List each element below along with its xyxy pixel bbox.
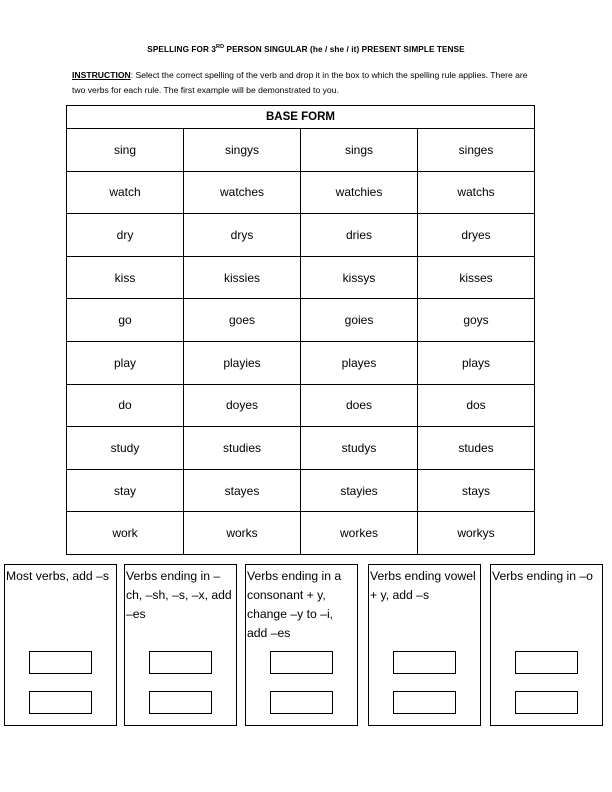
rule-box	[490, 564, 603, 726]
verb-option-cell[interactable]: studies	[184, 427, 301, 470]
base-verb-cell: sing	[67, 129, 184, 172]
drop-target-box[interactable]	[149, 651, 212, 674]
verb-option-cell[interactable]: stays	[418, 469, 535, 512]
verb-option-cell[interactable]: workes	[301, 512, 418, 555]
verb-option-cell[interactable]: drys	[184, 214, 301, 257]
verb-option-cell[interactable]: playies	[184, 341, 301, 384]
verb-option-cell[interactable]: studes	[418, 427, 535, 470]
table-row	[67, 469, 535, 512]
verb-option-cell[interactable]: stayies	[301, 469, 418, 512]
verb-option-cell[interactable]: dryes	[418, 214, 535, 257]
base-verb-cell: kiss	[67, 256, 184, 299]
rule-text: Verbs ending in –o	[492, 569, 593, 583]
table-row	[67, 427, 535, 470]
verb-option-cell[interactable]: kissys	[301, 256, 418, 299]
verb-option-cell[interactable]: watches	[184, 171, 301, 214]
drop-target-box[interactable]	[270, 691, 333, 714]
base-verb-cell: watch	[67, 171, 184, 214]
base-verb-cell: do	[67, 384, 184, 427]
table-row	[67, 171, 535, 214]
table-row	[67, 129, 535, 172]
verb-option-cell[interactable]: singes	[418, 129, 535, 172]
table-row	[67, 256, 535, 299]
rule-box	[124, 564, 237, 726]
verb-option-cell[interactable]: workys	[418, 512, 535, 555]
table-row	[67, 214, 535, 257]
base-verb-cell: dry	[67, 214, 184, 257]
drop-target-box[interactable]	[29, 651, 92, 674]
verb-option-cell[interactable]: watchs	[418, 171, 535, 214]
drop-target-box[interactable]	[29, 691, 92, 714]
verb-option-cell[interactable]: studys	[301, 427, 418, 470]
rule-text: Most verbs, add –s	[6, 569, 109, 583]
verb-option-cell[interactable]: works	[184, 512, 301, 555]
drop-target-box[interactable]	[393, 651, 456, 674]
base-verb-cell: go	[67, 299, 184, 342]
rule-text: Verbs ending in –ch, –sh, –s, –x, add –es	[126, 569, 232, 621]
base-verb-cell: work	[67, 512, 184, 555]
verb-option-cell[interactable]: dries	[301, 214, 418, 257]
verb-option-cell[interactable]: watchies	[301, 171, 418, 214]
verb-option-cell[interactable]: goys	[418, 299, 535, 342]
rule-text: Verbs ending in a consonant + y, change –y to –i, add –es	[247, 569, 342, 640]
verb-option-cell[interactable]: doyes	[184, 384, 301, 427]
drop-target-box[interactable]	[270, 651, 333, 674]
rule-box	[368, 564, 481, 726]
rule-box	[245, 564, 358, 726]
verb-option-cell[interactable]: playes	[301, 341, 418, 384]
verb-table	[66, 105, 535, 555]
verb-option-cell[interactable]: plays	[418, 341, 535, 384]
rule-box	[4, 564, 117, 726]
verb-option-cell[interactable]: goes	[184, 299, 301, 342]
table-row	[67, 341, 535, 384]
verb-option-cell[interactable]: dos	[418, 384, 535, 427]
drop-target-box[interactable]	[515, 651, 578, 674]
table-row	[67, 384, 535, 427]
base-verb-cell: play	[67, 341, 184, 384]
instruction-label: INSTRUCTION	[72, 70, 131, 80]
drop-target-box[interactable]	[515, 691, 578, 714]
verb-option-cell[interactable]: kissies	[184, 256, 301, 299]
rule-text: Verbs ending vowel + y, add –s	[370, 569, 476, 602]
drop-target-box[interactable]	[149, 691, 212, 714]
instruction-text: INSTRUCTION: Select the correct spelling of the verb and drop it in the box to which the spelling rule applies. There are two verbs for each rule. The first example will be demonstrated to you.	[72, 70, 528, 95]
base-verb-cell: stay	[67, 469, 184, 512]
verb-option-cell[interactable]: sings	[301, 129, 418, 172]
verb-option-cell[interactable]: does	[301, 384, 418, 427]
base-verb-cell: study	[67, 427, 184, 470]
table-row	[67, 512, 535, 555]
table-header: BASE FORM	[67, 106, 535, 129]
verb-option-cell[interactable]: singys	[184, 129, 301, 172]
table-row	[67, 299, 535, 342]
verb-option-cell[interactable]: goies	[301, 299, 418, 342]
verb-option-cell[interactable]: stayes	[184, 469, 301, 512]
drop-target-box[interactable]	[393, 691, 456, 714]
verb-option-cell[interactable]: kisses	[418, 256, 535, 299]
page-title: SPELLING FOR 3RD PERSON SINGULAR (he / she / it) PRESENT SIMPLE TENSE	[147, 44, 465, 54]
